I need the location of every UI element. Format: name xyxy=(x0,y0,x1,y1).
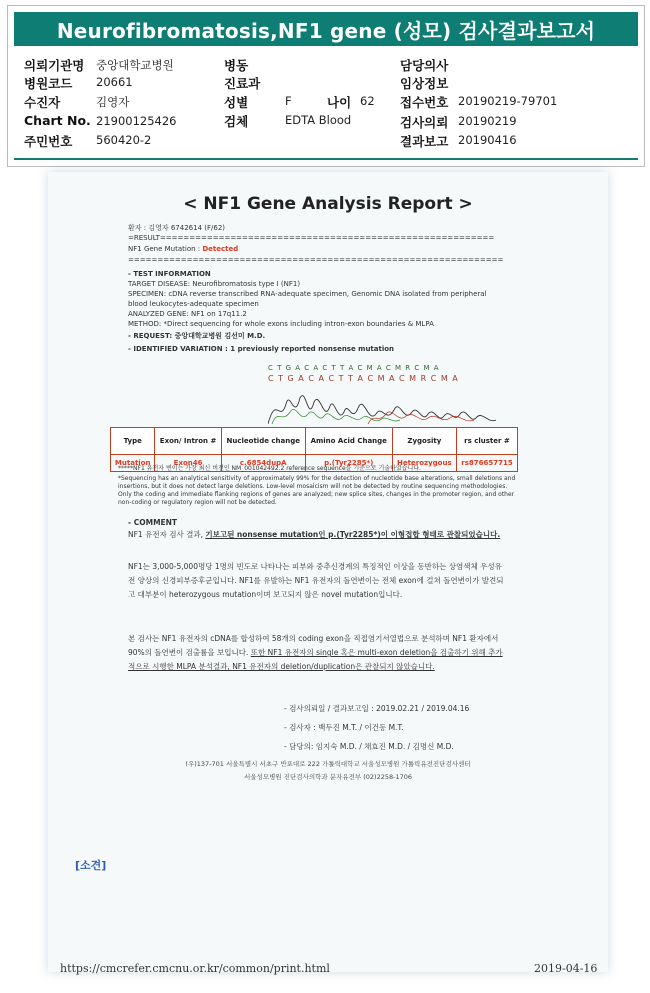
ssn-value: 560420-2 xyxy=(96,133,152,147)
cell-nucleotide: c.6854dupA xyxy=(221,455,305,472)
patient-name-value: 김영자 xyxy=(96,95,130,109)
hospital-code-value: 20661 xyxy=(96,75,133,89)
comment-1-intro: NF1 유전자 검사 결과, xyxy=(128,530,206,539)
patient-name-label: 수진자 xyxy=(24,95,61,110)
sequence-top: C T G A C A C T T A C M A C M R C M A xyxy=(268,364,440,372)
cell-zygosity: Heterozygous xyxy=(392,455,456,472)
scanned-report xyxy=(48,172,608,972)
specimen-value: EDTA Blood xyxy=(285,113,352,127)
physician-line: - 담당의: 임지숙 M.D. / 채효진 M.D. / 김명신 M.D. xyxy=(284,742,454,751)
target-disease: TARGET DISEASE: Neurofibromatosis type I (NF1) xyxy=(128,280,301,288)
print-date: 2019-04-16 xyxy=(534,962,598,975)
mutation-label: NF1 Gene Mutation : xyxy=(128,245,203,253)
method-text: METHOD: *Direct sequencing for whole exons including intron-exon boundaries & MLPA xyxy=(128,320,434,328)
sequence-bottom: C T G A C A C T T A C M A C M R C M A xyxy=(268,374,459,383)
comment-paragraph-2: NF1는 3,000-5,000명당 1명의 빈도로 나타나는 피부와 중추신경계의 특징적인 이상을 동반하는 상염색체 우성유전 양상의 신경피부증후군입니다. NF1를 유발하는 NF1 유전자의 돌연변이는 전체 exon에 걸쳐 돌연변이가 발견되고 대부분이 heterozygous mutation이며 보고되지 않은 novel mutation입니다. xyxy=(128,562,504,599)
cell-rs-cluster: rs876657715 xyxy=(456,455,517,472)
report-header-title: Neurofibromatosis,NF1 gene (성모) 검사결과보고서 xyxy=(14,12,638,46)
col-header-rs-cluster: rs cluster # xyxy=(456,428,517,455)
sex-value: F xyxy=(285,94,292,108)
report-title: < NF1 Gene Analysis Report > xyxy=(183,194,473,214)
chromatogram-trace xyxy=(268,384,498,426)
request-value: 20190219 xyxy=(458,114,517,128)
sequence-chromatogram xyxy=(268,364,498,424)
comment-1-finding: 기보고된 nonsense mutation인 p.(Tyr2285*)이 이형접합 형태로 관찰되었습니다. xyxy=(205,530,501,539)
institution-value: 중앙대학교병원 xyxy=(96,58,174,72)
tester-line: - 검사자 : 백두진 M.T. / 이건동 M.T. xyxy=(284,723,404,732)
request-label: 검사의뢰 xyxy=(400,115,449,130)
comment-heading: - COMMENT xyxy=(128,518,178,527)
patient-line: 환자 : 김영자 6742614 (F/62) xyxy=(128,224,225,232)
age-label: 나이 xyxy=(327,95,352,110)
age-value: 62 xyxy=(360,94,375,108)
test-info-heading: - TEST INFORMATION xyxy=(128,270,211,278)
mutation-status: Detected xyxy=(202,245,239,253)
comment-paragraph-3 xyxy=(128,632,508,674)
equals-line: ================================================================ xyxy=(128,256,504,264)
cell-type: Mutation xyxy=(111,455,155,472)
clinical-label: 임상정보 xyxy=(400,76,449,91)
cell-amino-acid: p.(Tyr2285*) xyxy=(305,455,392,472)
opinion-label: [소견] xyxy=(75,859,107,872)
col-header-amino-acid: Amino Acid Change xyxy=(305,428,392,455)
ward-label: 병동 xyxy=(224,58,249,73)
comment-3-method: 본 검사는 NF1 유전자의 cDNA를 합성하여 58개의 coding exon을 직접염기서열법으로 분석하며 NF1 환자에서 90%의 돌연변이 검출률을 보입니다. xyxy=(128,634,499,657)
col-header-exon: Exon/ Intron # xyxy=(155,428,221,455)
report-date-value: 20190416 xyxy=(458,133,517,147)
analyzed-gene: ANALYZED GENE: NF1 on 17q11.2 xyxy=(128,310,247,318)
ssn-label: 주민번호 xyxy=(24,134,73,149)
institution-label: 의뢰기관명 xyxy=(24,58,85,73)
header-divider xyxy=(14,158,638,160)
doctor-label: 담당의사 xyxy=(400,58,449,73)
dept-label: 진료과 xyxy=(224,76,261,91)
comment-3-mlpa: 또한 NF1 유전자의 single 혹은 multi-exon deletion을 검출하기 위해 추가적으로 시행한 MLPA 분석결과, NF1 유전자의 deletion/duplication은 관찰되지 않았습니다. xyxy=(128,648,503,671)
lab-address: (우)137-701 서울특별시 서초구 반포대로 222 가톨릭대학교 서울성모병원 가톨릭유전진단검사센터 xyxy=(185,760,471,768)
chart-value: 21900125426 xyxy=(96,114,177,128)
col-header-nucleotide: Nucleotide change xyxy=(221,428,305,455)
col-header-zygosity: Zygosity xyxy=(392,428,456,455)
sex-label: 성별 xyxy=(224,95,249,110)
table-header-row xyxy=(111,428,518,455)
comment-paragraph-1 xyxy=(128,528,508,542)
result-line: =RESULT========================================================= xyxy=(128,234,495,242)
specimen-text: SPECIMEN: cDNA reverse transcribed RNA-adequate specimen, Genomic DNA isolated from peripheral blood leukocytes-adequate specimen xyxy=(128,290,487,308)
variation-line: - IDENTIFIED VARIATION : 1 previously reported nonsense mutation xyxy=(128,345,395,353)
chart-label: Chart No. xyxy=(24,113,91,128)
dates-line: - 검사의뢰일 / 결과보고일 : 2019.02.21 / 2019.04.16 xyxy=(284,704,470,713)
print-url: https://cmcrefer.cmcnu.or.kr/common/print.html xyxy=(60,962,330,975)
receipt-label: 접수번호 xyxy=(400,95,449,110)
cell-exon: Exon46 xyxy=(155,455,221,472)
request-line: - REQUEST: 중앙대학교병원 김선미 M.D. xyxy=(128,332,266,340)
col-header-type: Type xyxy=(111,428,155,455)
mutation-line xyxy=(128,245,238,255)
report-date-label: 결과보고 xyxy=(400,134,449,149)
specimen-label: 검체 xyxy=(224,114,249,129)
hospital-code-label: 병원코드 xyxy=(24,76,73,91)
receipt-value: 20190219-79701 xyxy=(458,94,558,108)
lab-contact: 서울성모병원 진단검사의학과 분자유전부 (02)2258-1706 xyxy=(244,773,412,781)
footnote-reference: *****NF1 유전자 변이는 가장 최신 버전인 NM_001042492.2 reference sequence를 기준으로 기술하였습니다. xyxy=(118,465,421,472)
footnote-sensitivity: *Sequencing has an analytical sensitivity of approximately 99% for the detection of nucleotide base alterations, small deletions and insertions, but it does not detect large deletions. Low-level mosaicism will not be detected by routine sequencing methodologies. Only the coding and immediate flanking regions of genes are analyzed; new splice sites, changes in the promoter region, and other non-coding or regulatory region will not be detected. xyxy=(118,475,516,506)
